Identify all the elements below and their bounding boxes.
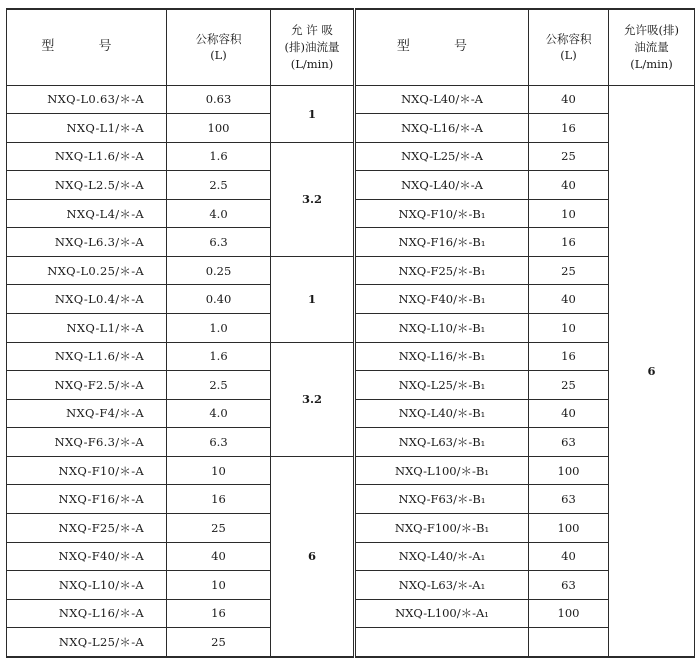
right-model-cell: NXQ-F40/＊-B₁ bbox=[355, 285, 529, 314]
left-model-cell: NXQ-F2.5/＊-A bbox=[7, 371, 167, 400]
left-model-cell: NXQ-F10/＊-A bbox=[7, 456, 167, 485]
spec-table-container bbox=[6, 8, 694, 658]
left-model-cell: NXQ-L6.3/＊-A bbox=[7, 228, 167, 257]
right-model-cell: NXQ-L63/＊-B₁ bbox=[355, 428, 529, 457]
right-capacity-cell: 16 bbox=[529, 114, 609, 143]
left-capacity-cell: 25 bbox=[167, 628, 271, 657]
right-empty-cell bbox=[355, 628, 529, 657]
left-capacity-cell: 25 bbox=[167, 513, 271, 542]
header-flow-left: 允 许 吸 (排)油流量 (L/min) bbox=[271, 9, 355, 85]
right-model-cell: NXQ-L100/＊-A₁ bbox=[355, 599, 529, 628]
right-capacity-cell: 40 bbox=[529, 85, 609, 114]
left-model-cell: NXQ-L0.25/＊-A bbox=[7, 256, 167, 285]
header-capacity-right: 公称容积 (L) bbox=[529, 9, 609, 85]
left-capacity-cell: 4.0 bbox=[167, 399, 271, 428]
left-capacity-cell: 0.25 bbox=[167, 256, 271, 285]
left-model-cell: NXQ-L4/＊-A bbox=[7, 199, 167, 228]
right-capacity-cell: 100 bbox=[529, 456, 609, 485]
left-model-cell: NXQ-L2.5/＊-A bbox=[7, 171, 167, 200]
left-model-cell: NXQ-L0.4/＊-A bbox=[7, 285, 167, 314]
left-capacity-cell: 6.3 bbox=[167, 228, 271, 257]
right-flow-cell: 6 bbox=[609, 85, 695, 657]
right-capacity-cell: 16 bbox=[529, 342, 609, 371]
left-capacity-cell: 16 bbox=[167, 485, 271, 514]
left-model-cell: NXQ-L0.63/＊-A bbox=[7, 85, 167, 114]
left-capacity-cell: 40 bbox=[167, 542, 271, 571]
left-capacity-cell: 2.5 bbox=[167, 371, 271, 400]
left-model-cell: NXQ-L1.6/＊-A bbox=[7, 342, 167, 371]
right-capacity-cell: 25 bbox=[529, 256, 609, 285]
table-row bbox=[7, 256, 695, 285]
left-model-cell: NXQ-L1.6/＊-A bbox=[7, 142, 167, 171]
left-capacity-cell: 16 bbox=[167, 599, 271, 628]
right-model-cell: NXQ-L25/＊-A bbox=[355, 142, 529, 171]
left-model-cell: NXQ-L10/＊-A bbox=[7, 571, 167, 600]
left-capacity-cell: 10 bbox=[167, 456, 271, 485]
left-model-cell: NXQ-L16/＊-A bbox=[7, 599, 167, 628]
left-model-cell: NXQ-F16/＊-A bbox=[7, 485, 167, 514]
left-capacity-cell: 10 bbox=[167, 571, 271, 600]
right-empty-cell bbox=[529, 628, 609, 657]
right-model-cell: NXQ-L16/＊-B₁ bbox=[355, 342, 529, 371]
header-row bbox=[7, 9, 695, 85]
right-model-cell: NXQ-L40/＊-A bbox=[355, 171, 529, 200]
right-model-cell: NXQ-L63/＊-A₁ bbox=[355, 571, 529, 600]
left-capacity-cell: 0.40 bbox=[167, 285, 271, 314]
right-model-cell: NXQ-L100/＊-B₁ bbox=[355, 456, 529, 485]
right-model-cell: NXQ-L40/＊-A bbox=[355, 85, 529, 114]
left-model-cell: NXQ-F6.3/＊-A bbox=[7, 428, 167, 457]
right-capacity-cell: 40 bbox=[529, 171, 609, 200]
left-capacity-cell: 1.6 bbox=[167, 342, 271, 371]
left-flow-cell: 1 bbox=[271, 85, 355, 142]
accumulator-spec-table bbox=[6, 8, 695, 658]
right-model-cell: NXQ-L40/＊-B₁ bbox=[355, 399, 529, 428]
left-model-cell: NXQ-F4/＊-A bbox=[7, 399, 167, 428]
left-capacity-cell: 1.0 bbox=[167, 314, 271, 343]
left-flow-cell: 1 bbox=[271, 256, 355, 342]
left-capacity-cell: 100 bbox=[167, 114, 271, 143]
right-capacity-cell: 40 bbox=[529, 399, 609, 428]
left-model-cell: NXQ-F40/＊-A bbox=[7, 542, 167, 571]
header-model-left: 型 号 bbox=[7, 9, 167, 85]
left-flow-cell: 3.2 bbox=[271, 342, 355, 456]
right-model-cell: NXQ-F10/＊-B₁ bbox=[355, 199, 529, 228]
right-capacity-cell: 63 bbox=[529, 428, 609, 457]
right-capacity-cell: 63 bbox=[529, 571, 609, 600]
left-model-cell: NXQ-L1/＊-A bbox=[7, 314, 167, 343]
left-capacity-cell: 2.5 bbox=[167, 171, 271, 200]
left-model-cell: NXQ-L1/＊-A bbox=[7, 114, 167, 143]
right-capacity-cell: 100 bbox=[529, 599, 609, 628]
header-model-right: 型 号 bbox=[355, 9, 529, 85]
left-flow-cell: 3.2 bbox=[271, 142, 355, 256]
left-model-cell: NXQ-F25/＊-A bbox=[7, 513, 167, 542]
right-model-cell: NXQ-L10/＊-B₁ bbox=[355, 314, 529, 343]
left-model-cell: NXQ-L25/＊-A bbox=[7, 628, 167, 657]
right-model-cell: NXQ-F16/＊-B₁ bbox=[355, 228, 529, 257]
left-capacity-cell: 6.3 bbox=[167, 428, 271, 457]
header-flow-right: 允许吸(排) 油流量 (L/min) bbox=[609, 9, 695, 85]
right-model-cell: NXQ-L16/＊-A bbox=[355, 114, 529, 143]
right-model-cell: NXQ-L25/＊-B₁ bbox=[355, 371, 529, 400]
header-capacity-left: 公称容积 (L) bbox=[167, 9, 271, 85]
right-capacity-cell: 40 bbox=[529, 542, 609, 571]
right-capacity-cell: 25 bbox=[529, 142, 609, 171]
right-model-cell: NXQ-F25/＊-B₁ bbox=[355, 256, 529, 285]
right-model-cell: NXQ-F100/＊-B₁ bbox=[355, 513, 529, 542]
table-row bbox=[7, 456, 695, 485]
table-body bbox=[7, 85, 695, 657]
right-capacity-cell: 100 bbox=[529, 513, 609, 542]
left-capacity-cell: 0.63 bbox=[167, 85, 271, 114]
right-capacity-cell: 10 bbox=[529, 314, 609, 343]
right-model-cell: NXQ-F63/＊-B₁ bbox=[355, 485, 529, 514]
table-row bbox=[7, 342, 695, 371]
right-model-cell: NXQ-L40/＊-A₁ bbox=[355, 542, 529, 571]
table-row bbox=[7, 85, 695, 114]
right-capacity-cell: 25 bbox=[529, 371, 609, 400]
left-capacity-cell: 1.6 bbox=[167, 142, 271, 171]
left-capacity-cell: 4.0 bbox=[167, 199, 271, 228]
table-row bbox=[7, 142, 695, 171]
right-capacity-cell: 10 bbox=[529, 199, 609, 228]
right-capacity-cell: 16 bbox=[529, 228, 609, 257]
right-capacity-cell: 40 bbox=[529, 285, 609, 314]
right-capacity-cell: 63 bbox=[529, 485, 609, 514]
left-flow-cell: 6 bbox=[271, 456, 355, 657]
